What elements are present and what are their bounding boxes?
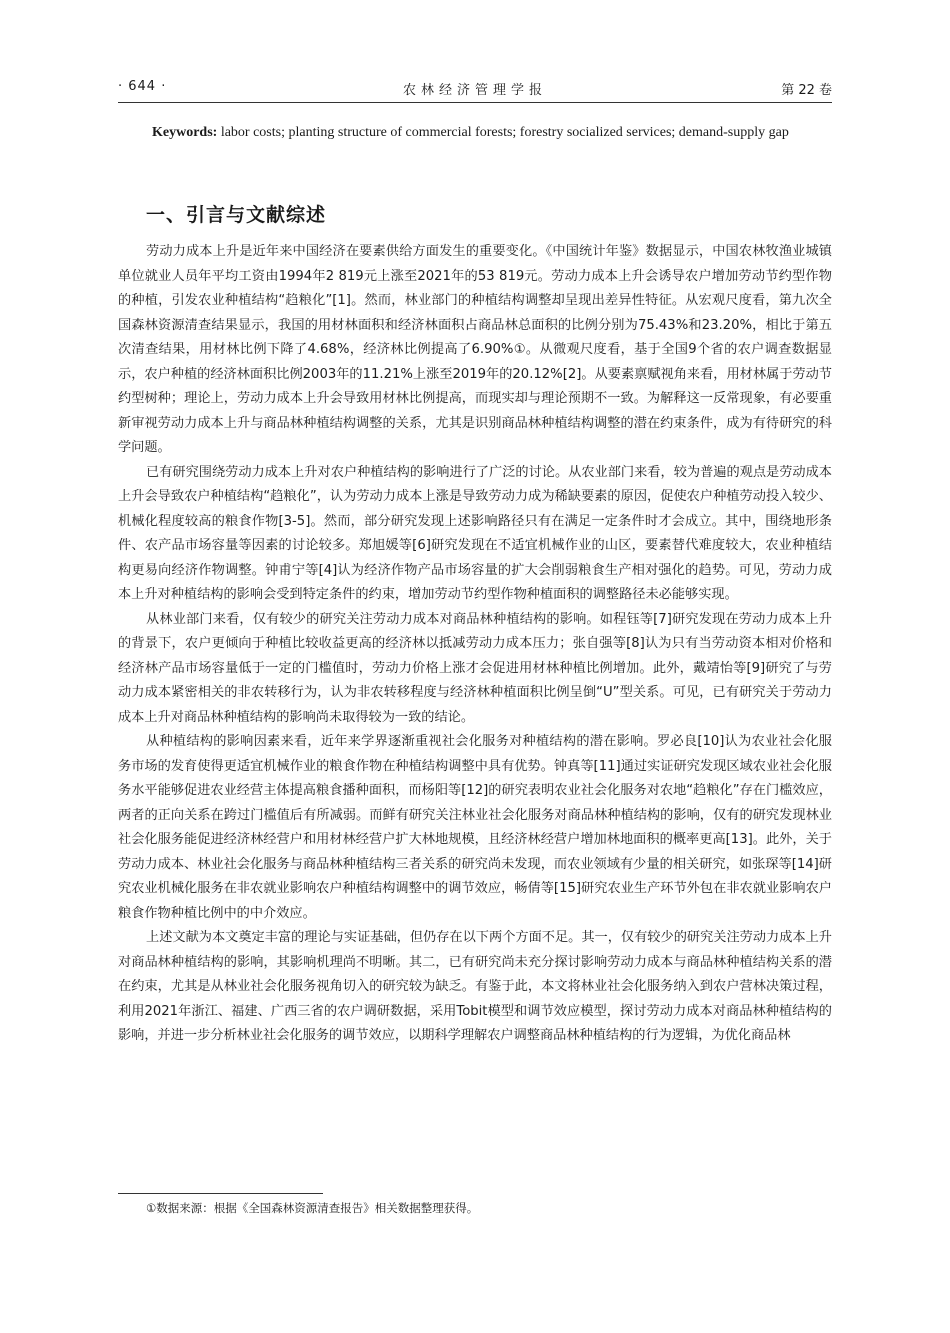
paragraph: 劳动力成本上升是近年来中国经济在要素供给方面发生的重要变化。《中国统计年鉴》数据显示，中国农林牧渔业城镇单位就业人员年平均工资由1994年2 819元上涨至2021年的53 819元。劳动力成本上升会诱导农户增加劳动节约型作物的种植，引发农业种植结构“趋粮化”[1]。然而，林业部门的种植结构调整却呈现出差异性特征。从宏观尺度看，第九次全国森林资源清查结果显示，我国的用材林面积和经济林面积占商品林总面积的比例分别为75.43%和23.20%，相比于第五次清查结果，用材林比例下降了4.68%，经济林比例提高了6.90%①。从微观尺度看，基于全国9个省的农户调查数据显示，农户种植的经济林面积比例2003年的11.21%上涨至2019年的20.12%[2]。从要素禀赋视角来看，用材林属于劳动节约型树种；理论上，劳动力成本上升会导致用材林比例提高，而现实却与理论预期不一致。为解释这一反常现象，有必要重新审视劳动力成本上升与商品林种植结构调整的关系，尤其是识别商品林种植结构调整的潜在约束条件，成为有待研究的科学问题。 — [118, 244, 832, 455]
page-number: · 644 · — [118, 79, 167, 94]
keywords-text: labor costs; planting structure of commercial forests; forestry socialized services; demand-supply gap — [217, 125, 789, 140]
running-header — [118, 76, 832, 103]
volume-label: 第 22 卷 — [781, 83, 832, 98]
paragraph: 从种植结构的影响因素来看，近年来学界逐渐重视社会化服务对种植结构的潜在影响。罗必良[10]认为农业社会化服务市场的发育使得更适宜机械作业的粮食作物在种植结构调整中具有优势。钟真等[11]通过实证研究发现区域农业社会化服务水平能够促进农业经营主体提高粮食播种面积，而杨阳等[12]的研究表明农业社会化服务对农地“趋粮化”存在门槛效应，两者的正向关系在跨过门槛值后有所减弱。而鲜有研究关注林业社会化服务对商品林种植结构的影响，仅有的研究发现林业社会化服务能促进经济林经营户和用材林经营户扩大林地规模，且经济林经营户增加林地面积的概率更高[13]。此外，关于劳动力成本、林业社会化服务与商品林种植结构三者关系的研究尚未发现，而农业领域有少量的相关研究，如张琛等[14]研究农业机械化服务在非农就业影响农户种植结构调整中的调节效应，畅倩等[15]研究农业生产环节外包在非农就业影响农户粮食作物种植比例中的中介效应。 — [118, 734, 832, 921]
keywords-label: Keywords: — [152, 125, 218, 140]
footnote-divider — [118, 1193, 323, 1194]
body-text — [118, 240, 832, 1049]
paragraph: 上述文献为本文奠定丰富的理论与实证基础，但仍存在以下两个方面不足。其一，仅有较少的研究关注劳动力成本上升对商品林种植结构的影响，其影响机理尚不明晰。其二，已有研究尚未充分探讨影响劳动力成本与商品林种植结构关系的潜在约束，尤其是从林业社会化服务视角切入的研究较为缺乏。有鉴于此，本文将林业社会化服务纳入到农户营林决策过程，利用2021年浙江、福建、广西三省的农户调研数据，采用Tobit模型和调节效应模型，探讨劳动力成本对商品林种植结构的影响，并进一步分析林业社会化服务的调节效应，以期科学理解农户调整商品林种植结构的行为逻辑，为优化商品林 — [118, 930, 832, 1043]
section-heading: 一、引言与文献综述 — [146, 204, 327, 226]
journal-name: 农林经济管理学报 — [402, 83, 547, 98]
paragraph: 从林业部门来看，仅有较少的研究关注劳动力成本对商品林种植结构的影响。如程钰等[7]研究发现在劳动力成本上升的背景下，农户更倾向于种植比较收益更高的经济林以抵减劳动力成本压力；张自强等[8]认为只有当劳动资本相对价格和经济林产品市场容量低于一定的门槛值时，劳动力价格上涨才会促进用材林种植比例增加。此外，戴靖怡等[9]研究了与劳动力成本紧密相关的非农转移行为，认为非农转移程度与经济林种植面积比例呈倒“U”型关系。可见，已有研究关于劳动力成本上升对商品林种植结构的影响尚未取得较为一致的结论。 — [118, 611, 832, 725]
keywords-block — [118, 120, 832, 145]
paragraph: 已有研究围绕劳动力成本上升对农户种植结构的影响进行了广泛的讨论。从农业部门来看，较为普遍的观点是劳动成本上升会导致农户种植结构“趋粮化”，认为劳动力成本上涨是导致劳动力成为稀缺要素的原因，促使农户种植劳动投入较少、机械化程度较高的粮食作物[3-5]。然而，部分研究发现上述影响路径只有在满足一定条件时才会成立。其中，围绕地形条件、农产品市场容量等因素的讨论较多。郑旭媛等[6]研究发现在不适宜机械作业的山区，要素替代难度较大，农业种植结构更易向经济作物调整。钟甫宁等[4]认为经济作物产品市场容量的扩大会削弱粮食生产相对强化的趋势。可见，劳动力成本上升对种植结构的影响会受到特定条件的约束，增加劳动节约型作物种植面积的调整路径未必能够实现。 — [118, 464, 832, 602]
footnote: ①数据来源：根据《全国森林资源清查报告》相关数据整理获得。 — [146, 1201, 479, 1215]
